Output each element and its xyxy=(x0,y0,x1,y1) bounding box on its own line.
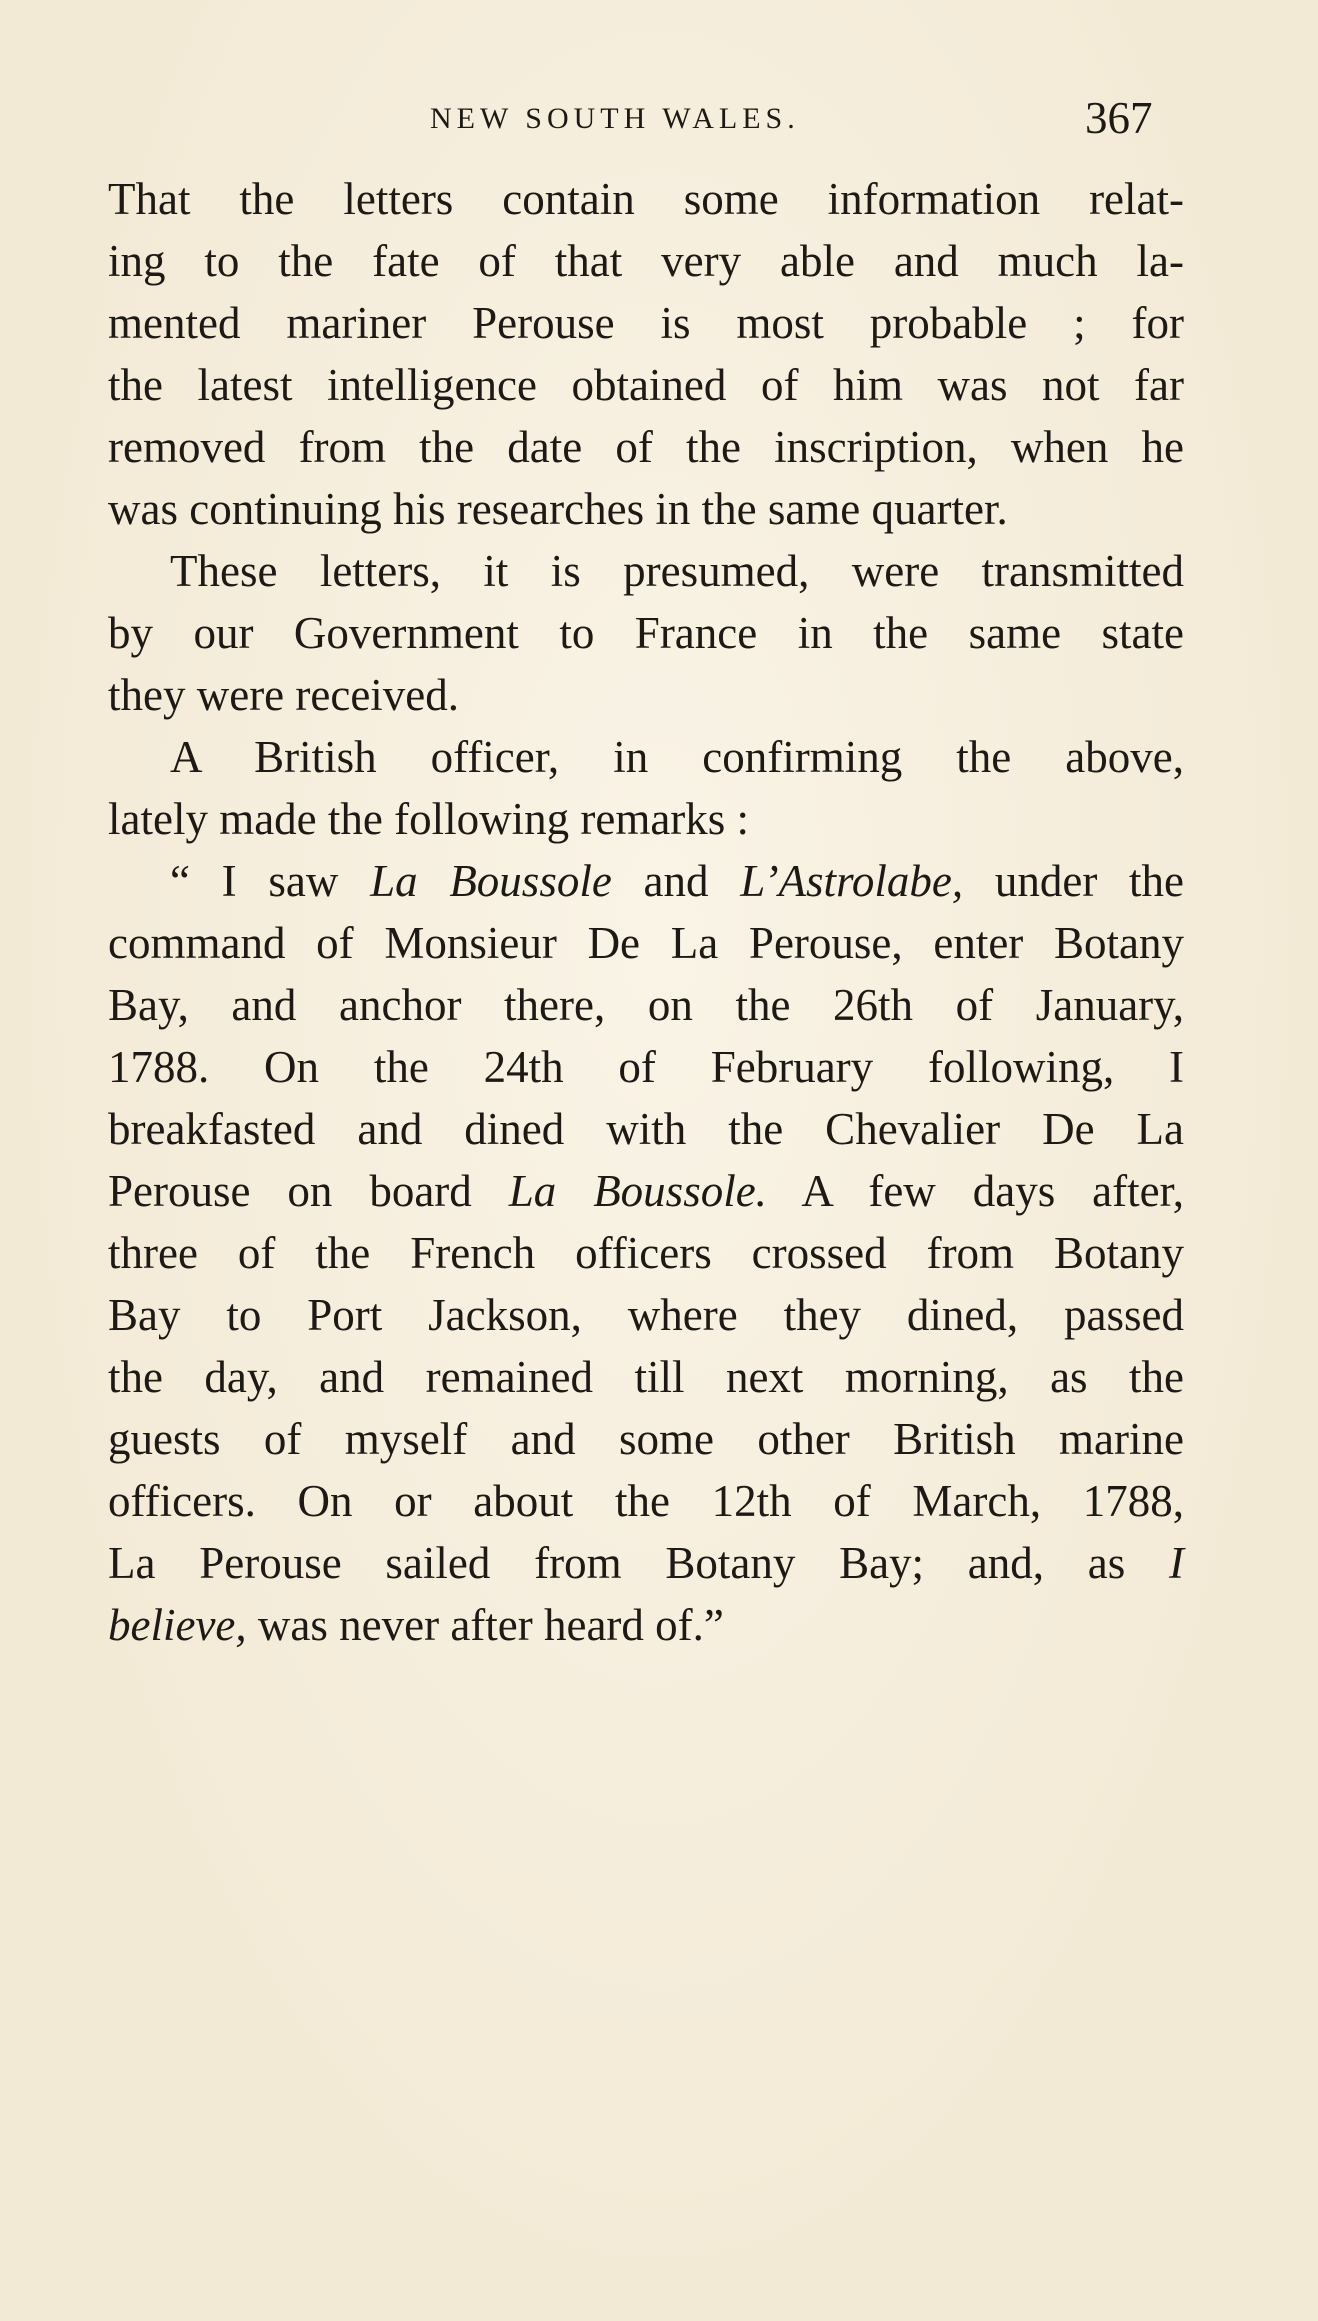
quote-line: 1788. On the 24th of February following, I xyxy=(108,1042,1184,1092)
quote-line xyxy=(108,850,1184,912)
quote-line xyxy=(108,1594,1184,1656)
text-line: mented mariner Perouse is most probable ; for xyxy=(108,298,1184,348)
quote-line: three of the French officers crossed from Botany xyxy=(108,1228,1184,1278)
text-line: That the letters contain some information relat- xyxy=(108,174,1184,224)
quote-text: “ I saw xyxy=(170,856,371,906)
emphasis-italic: I xyxy=(1169,1538,1184,1588)
quote-line: officers. On or about the 12th of March, 1788, xyxy=(108,1476,1184,1526)
running-head: NEW SOUTH WALES. xyxy=(430,102,800,135)
quote-line: Bay to Port Jackson, where they dined, passed xyxy=(108,1290,1184,1340)
page-number: 367 xyxy=(1085,93,1153,143)
ship-name-italic: L’Astrolabe, xyxy=(740,856,964,906)
text-line: A British officer, in confirming the above, xyxy=(170,732,1184,782)
quote-text: A few days after, xyxy=(766,1166,1185,1216)
ship-name-italic: La Boussole. xyxy=(508,1166,767,1216)
text-line: lately made the following remarks : xyxy=(108,794,750,844)
text-line: they were received. xyxy=(108,670,460,720)
body-text xyxy=(108,168,1184,1656)
quote-text: under the xyxy=(963,856,1184,906)
emphasis-italic: believe, xyxy=(108,1600,247,1650)
quote-text: was never after heard of.” xyxy=(246,1600,724,1650)
page-header xyxy=(0,92,1318,142)
quote-text: Perouse on board xyxy=(108,1166,509,1216)
quote-text: and xyxy=(611,856,741,906)
quote-line: Bay, and anchor there, on the 26th of January, xyxy=(108,980,1184,1030)
ship-name-italic: La Boussole xyxy=(370,856,612,906)
text-line: ing to the fate of that very able and much la- xyxy=(108,236,1184,286)
quote-line xyxy=(108,1532,1184,1594)
text-line: was continuing his researches in the same quarter. xyxy=(108,484,1008,534)
quote-line xyxy=(108,1160,1184,1222)
text-line: removed from the date of the inscription, when he xyxy=(108,422,1184,472)
text-line: by our Government to France in the same state xyxy=(108,608,1184,658)
quote-line: the day, and remained till next morning, as the xyxy=(108,1352,1184,1402)
text-line: the latest intelligence obtained of him was not far xyxy=(108,360,1184,410)
quote-text: La Perouse sailed from Botany Bay; and, as xyxy=(108,1538,1169,1588)
quote-line: guests of myself and some other British marine xyxy=(108,1414,1184,1464)
quote-line: breakfasted and dined with the Chevalier De La xyxy=(108,1104,1184,1154)
text-line: These letters, it is presumed, were transmitted xyxy=(170,546,1184,596)
quote-line: command of Monsieur De La Perouse, enter Botany xyxy=(108,918,1184,968)
